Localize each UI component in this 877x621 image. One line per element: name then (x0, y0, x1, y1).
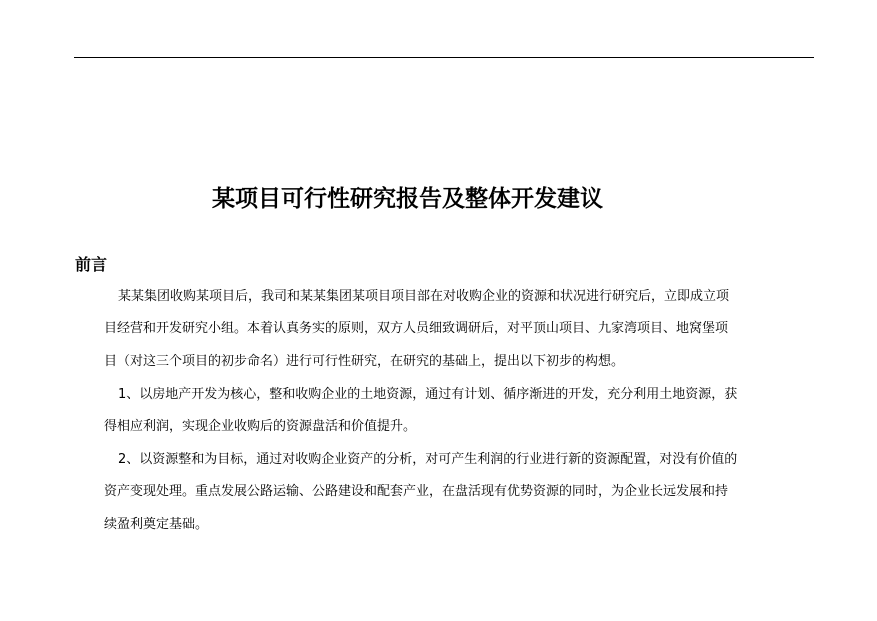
header-rule (74, 57, 814, 58)
intro-line-2: 目经营和开发研究小组。本着认真务实的原则，双方人员细致调研后，对平顶山项目、九家湾项目、地窝堡项 (104, 321, 729, 336)
point-2-line-3: 续盈利奠定基础。 (104, 517, 209, 532)
document-title: 某项目可行性研究报告及整体开发建议 (212, 186, 603, 212)
point-2-line-1: 2、以资源整和为目标，通过对收购企业资产的分析，对可产生利润的行业进行新的资源配置，对没有价值的 (118, 452, 738, 467)
section-heading-preface: 前言 (75, 255, 108, 274)
point-1-line-2: 得相应利润，实现企业收购后的资源盘活和价值提升。 (104, 419, 417, 434)
intro-line-1: 某某集团收购某项目后，我司和某某集团某项目项目部在对收购企业的资源和状况进行研究后，立即成立项 (118, 289, 730, 304)
point-2-line-2: 资产变现处理。重点发展公路运输、公路建设和配套产业，在盘活现有优势资源的同时，为企业长远发展和持 (104, 484, 729, 499)
point-1-line-1: 1、以房地产开发为核心，整和收购企业的土地资源，通过有计划、循序渐进的开发，充分利用土地资源，获 (118, 387, 738, 402)
intro-line-3: 目（对这三个项目的初步命名）进行可行性研究，在研究的基础上，提出以下初步的构想。 (104, 354, 625, 369)
